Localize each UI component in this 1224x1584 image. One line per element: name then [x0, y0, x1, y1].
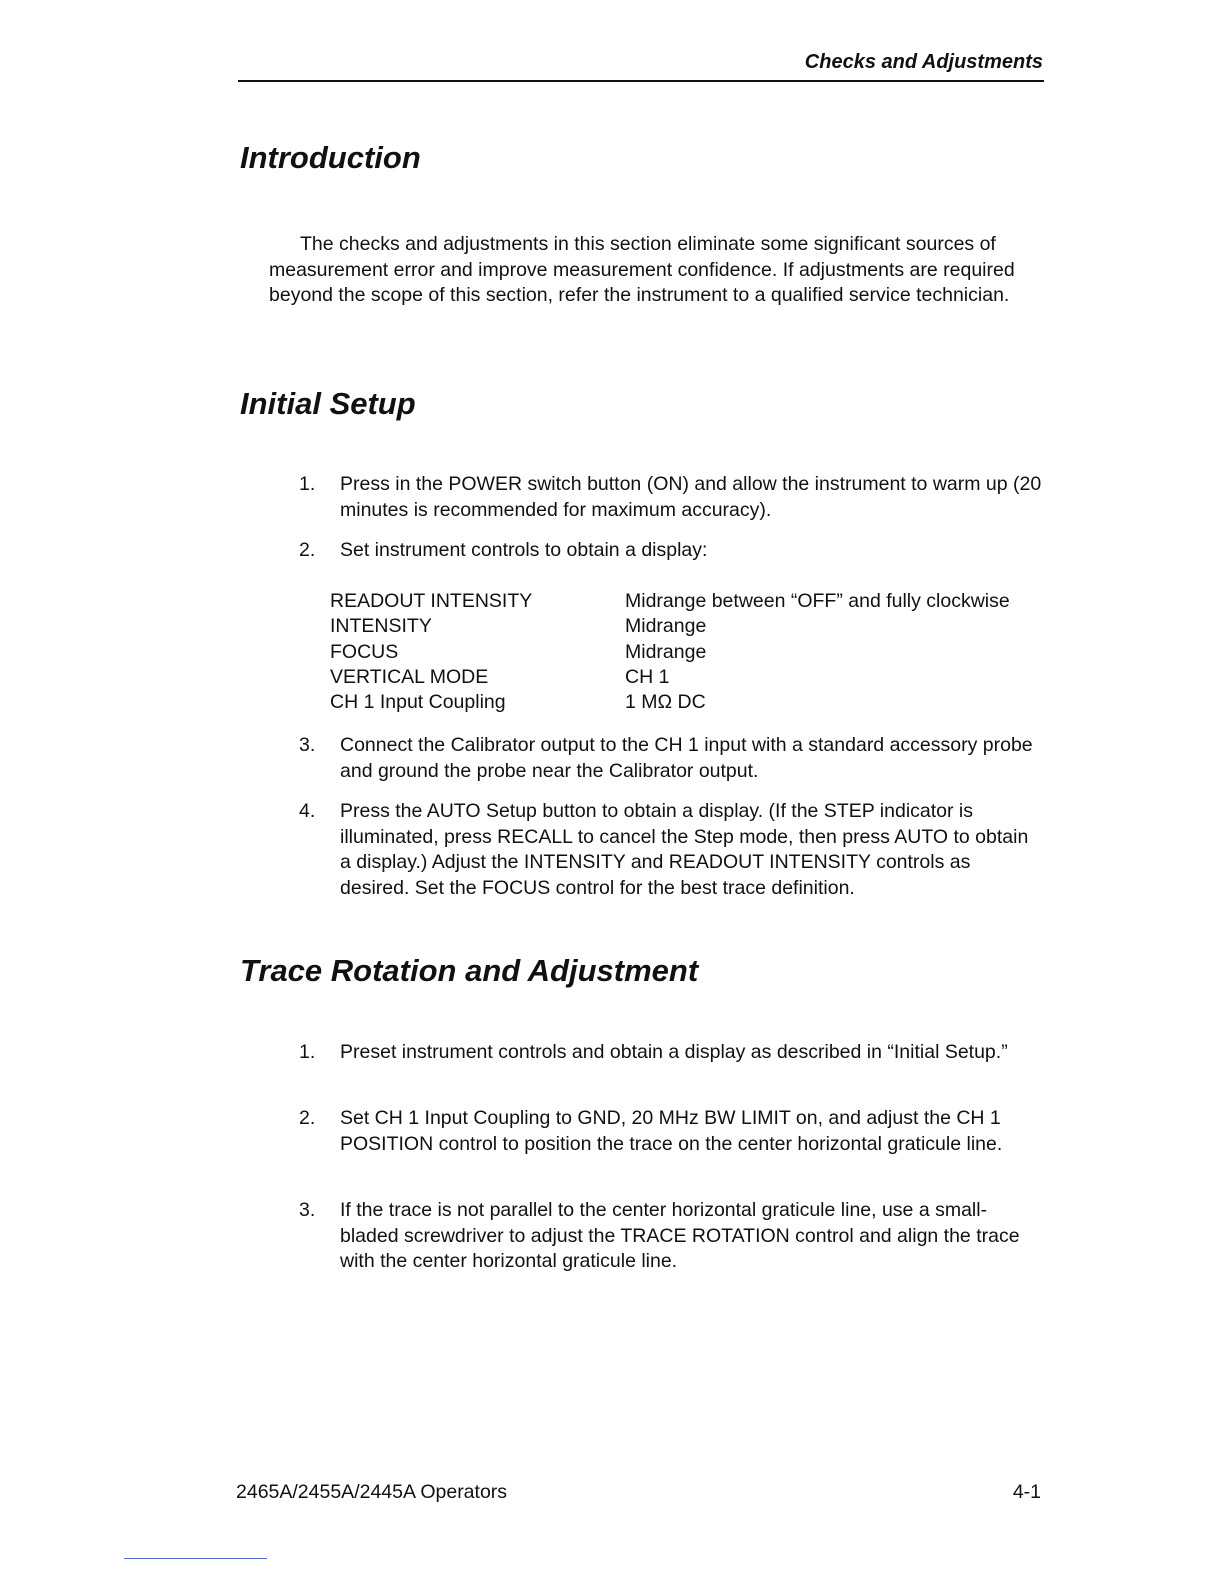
- section-title-trace-rotation: Trace Rotation and Adjustment: [240, 953, 699, 988]
- introduction-paragraph: The checks and adjustments in this section eliminate some significant sources of measurement error and improve measurement confidence. If adjustments are required beyond the scope of this section, refer the instrument to a qualified service technician.: [269, 233, 1015, 307]
- setup-step-3: [299, 733, 1044, 784]
- step-text: Connect the Calibrator output to the CH 1 input with a standard accessory probe and ground the probe near the Calibrator output.: [340, 734, 1033, 782]
- settings-row: [330, 640, 1010, 665]
- control-settings-table: [330, 589, 1010, 715]
- step-text: If the trace is not parallel to the center horizontal graticule line, use a small-bladed screwdriver to adjust the TRACE ROTATION control and align the trace with the center horizontal graticule line.: [340, 1199, 1020, 1273]
- settings-value: Midrange: [625, 640, 707, 663]
- settings-row: [330, 665, 1010, 690]
- settings-row: [330, 690, 1010, 715]
- settings-control: CH 1 Input Coupling: [330, 691, 506, 714]
- setup-step-4: [299, 799, 1044, 901]
- settings-control: INTENSITY: [330, 615, 432, 638]
- footer-manual-title: 2465A/2455A/2445A Operators: [236, 1481, 508, 1503]
- footer-page-number: 4-1: [1012, 1481, 1041, 1503]
- settings-row: [330, 589, 1010, 614]
- settings-value: CH 1: [625, 665, 670, 688]
- bottom-divider: [124, 1558, 267, 1559]
- settings-control: FOCUS: [330, 640, 399, 663]
- step-number: 2.: [299, 539, 316, 561]
- settings-value: Midrange: [625, 615, 707, 638]
- running-header: Checks and Adjustments: [804, 51, 1043, 73]
- step-text: Press in the POWER switch button (ON) and allow the instrument to warm up (20 minutes is recommended for maximum accuracy).: [340, 473, 1042, 521]
- trace-step-3: [299, 1198, 1044, 1275]
- step-text: Set instrument controls to obtain a display:: [340, 539, 708, 561]
- settings-row: [330, 614, 1010, 639]
- header-rule: [238, 80, 1044, 82]
- settings-value: 1 MΩ DC: [625, 691, 706, 714]
- step-text: Preset instrument controls and obtain a display as described in “Initial Setup.”: [340, 1041, 1008, 1063]
- step-number: 1.: [299, 473, 316, 495]
- trace-step-1: [299, 1040, 1044, 1066]
- step-number: 4.: [299, 800, 316, 822]
- settings-value: Midrange between “OFF” and fully clockwise: [625, 590, 1010, 612]
- setup-step-2: [299, 538, 1044, 564]
- section-title-introduction: Introduction: [240, 140, 421, 175]
- setup-step-1: [299, 472, 1044, 523]
- step-text: Set CH 1 Input Coupling to GND, 20 MHz BW LIMIT on, and adjust the CH 1 POSITION control to position the trace on the center horizontal graticule line.: [340, 1107, 1003, 1155]
- step-text: Press the AUTO Setup button to obtain a display. (If the STEP indicator is illuminated, press RECALL to cancel the Step mode, then press AUTO to obtain a display.) Adjust the INTENSITY and READOUT INTENSITY controls as desired. Set the FOCUS control for the best trace definition.: [340, 800, 1029, 899]
- settings-control: READOUT INTENSITY: [330, 590, 533, 612]
- step-number: 1.: [299, 1041, 316, 1063]
- step-number: 3.: [299, 734, 316, 756]
- step-number: 3.: [299, 1199, 316, 1221]
- section-title-initial-setup: Initial Setup: [240, 386, 416, 421]
- settings-control: VERTICAL MODE: [330, 665, 489, 688]
- trace-step-2: [299, 1106, 1044, 1157]
- step-number: 2.: [299, 1107, 316, 1129]
